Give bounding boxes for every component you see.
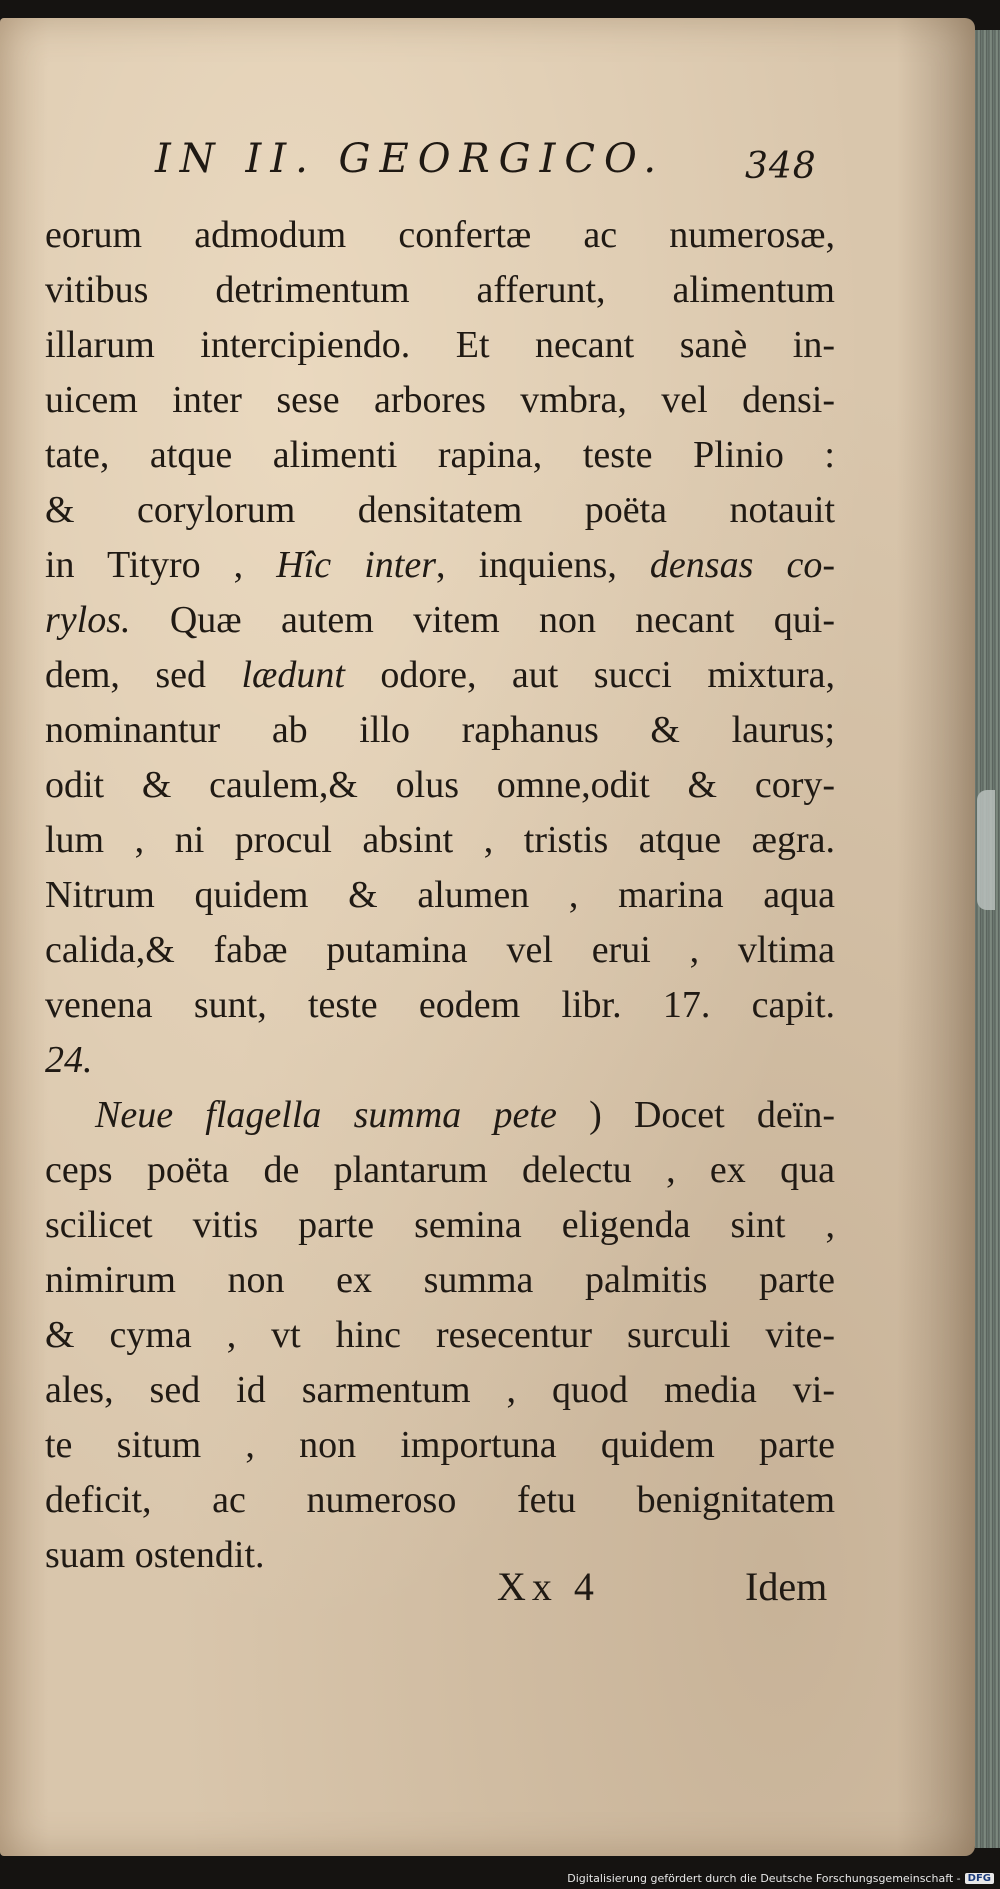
text-line: ceps poëta de plantarum delectu , ex qua: [45, 1149, 835, 1191]
commentary-text: [45, 208, 835, 1583]
digitization-credit: [567, 1872, 994, 1885]
page-number: 348: [745, 146, 817, 187]
dfg-logo: DFG: [965, 1873, 994, 1884]
text-line-lemma: Neue flagella summa pete ) Docet deïn-: [95, 1094, 836, 1136]
text-line: lum , ni procul absint , tristis atque ægra.: [45, 819, 835, 861]
italic-quote: densas co-: [649, 544, 835, 586]
text-line: scilicet vitis parte semina eligenda sint ,: [45, 1204, 835, 1246]
catchword: Idem: [745, 1564, 828, 1609]
lemma: Neue flagella summa pete: [95, 1094, 557, 1136]
text-line: & corylorum densitatem poëta notauit: [45, 489, 835, 531]
text-line: eorum admodum confertæ ac numerosæ,: [45, 214, 835, 256]
text-line: vitibus detrimentum afferunt, alimentum: [45, 269, 835, 311]
running-title: IN II. GEORGICO.: [155, 136, 666, 182]
signature-mark: Xx 4: [497, 1564, 600, 1609]
text-line: ales, sed id sarmentum , quod media vi-: [45, 1369, 835, 1411]
text-line: suam ostendit.: [45, 1534, 265, 1576]
page-edges: [975, 30, 1000, 1848]
text-line: te situm , non importuna quidem parte: [45, 1424, 835, 1466]
text-line: calida,& fabæ putamina vel erui , vltima: [45, 929, 835, 971]
italic-word: lædunt: [241, 654, 345, 696]
credit-text: Digitalisierung gefördert durch die Deutsche Forschungsgemeinschaft -: [567, 1872, 961, 1885]
book-page: [0, 18, 975, 1856]
text-line: rylos. Quæ autem vitem non necant qui-: [45, 599, 835, 641]
page-header: [155, 136, 855, 196]
italic-quote: rylos.: [45, 599, 131, 641]
text-line: dem, sed lædunt odore, aut succi mixtura,: [45, 654, 836, 696]
book-clasp: [977, 790, 995, 910]
text-line: 24.: [45, 1039, 93, 1081]
text-line: illarum intercipiendo. Et necant sanè in-: [45, 324, 835, 366]
text-line: nimirum non ex summa palmitis parte: [45, 1259, 835, 1301]
text-line: deficit, ac numeroso fetu benignitatem: [45, 1479, 835, 1521]
text-line: nominantur ab illo raphanus & laurus;: [45, 709, 835, 751]
text-line: uicem inter sese arbores vmbra, vel densi-: [45, 379, 835, 421]
text-line: tate, atque alimenti rapina, teste Plinio :: [45, 434, 835, 476]
text-line: in Tityro , Hîc inter, inquiens, densas co-: [45, 544, 835, 586]
text-line: Nitrum quidem & alumen , marina aqua: [45, 874, 835, 916]
text-line: & cyma , vt hinc resecentur surculi vite-: [45, 1314, 835, 1356]
italic-quote: Hîc inter: [276, 544, 436, 586]
text-line: odit & caulem,& olus omne,odit & cory-: [45, 764, 835, 806]
text-line: venena sunt, teste eodem libr. 17. capit.: [45, 984, 835, 1026]
